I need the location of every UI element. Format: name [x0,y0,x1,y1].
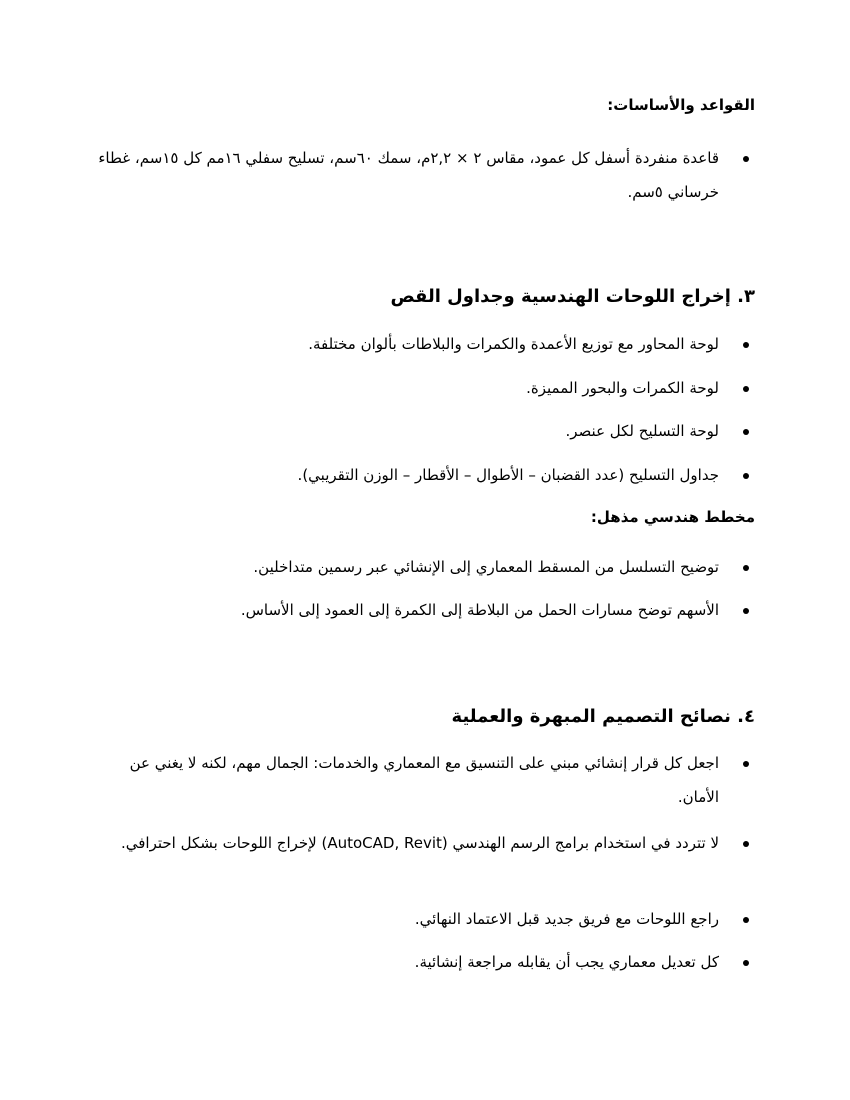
list-item [95,826,755,860]
list-item-text: لوحة الكمرات والبحور المميزة. [526,379,719,397]
bullet-icon [743,960,749,966]
list-item-text: جداول التسليح (عدد القضبان – الأطوال – الأقطار – الوزن التقريبي). [297,466,719,484]
bullet-icon [743,565,749,571]
diagram-heading: مخطط هندسي مذهل: [590,508,755,526]
list-item [95,593,755,627]
list-item [95,371,755,405]
list-item-text: اجعل كل قرار إنشائي مبني على التنسيق مع المعماري والخدمات: الجمال مهم، لكنه لا يغني عن الأمان. [129,754,719,806]
list-item-text: الأسهم توضح مسارات الحمل من البلاطة إلى الكمرة إلى العمود إلى الأساس. [240,601,719,619]
list-item [95,945,755,979]
list-item [95,902,755,936]
list-item [95,414,755,448]
list-item [95,550,755,584]
list-item [95,746,755,814]
list-item-text: كل تعديل معماري يجب أن يقابله مراجعة إنشائية. [414,953,719,971]
bullet-icon [743,841,749,847]
list-item [95,141,755,209]
bullet-icon [743,761,749,767]
list-item-text: راجع اللوحات مع فريق جديد قبل الاعتماد النهائي. [414,910,719,928]
bullet-icon [743,386,749,392]
list-item-text: لوحة التسليح لكل عنصر. [565,422,719,440]
bullet-icon [743,473,749,479]
bullet-icon [743,429,749,435]
foundations-heading: القواعد والأساسات: [607,96,755,114]
list-item [95,327,755,361]
section-3-heading: ٣. إخراج اللوحات الهندسية وجداول القص [390,286,755,307]
bullet-icon [743,917,749,923]
list-item [95,458,755,492]
list-item-text: قاعدة منفردة أسفل كل عمود، مقاس ٢ × ٢,٢م، سمك ٦٠سم، تسليح سفلي ١٦مم كل ١٥سم، غطاء خرساني ٥سم. [98,149,719,201]
section-4-heading: ٤. نصائح التصميم المبهرة والعملية [451,706,755,727]
bullet-icon [743,342,749,348]
list-item-text: توضيح التسلسل من المسقط المعماري إلى الإنشائي عبر رسمين متداخلين. [253,558,719,576]
bullet-icon [743,608,749,614]
bullet-icon [743,156,749,162]
list-item-text: لا تتردد في استخدام برامج الرسم الهندسي (AutoCAD, Revit) لإخراج اللوحات بشكل احترافي. [120,834,719,852]
list-item-text: لوحة المحاور مع توزيع الأعمدة والكمرات والبلاطات بألوان مختلفة. [308,335,719,353]
